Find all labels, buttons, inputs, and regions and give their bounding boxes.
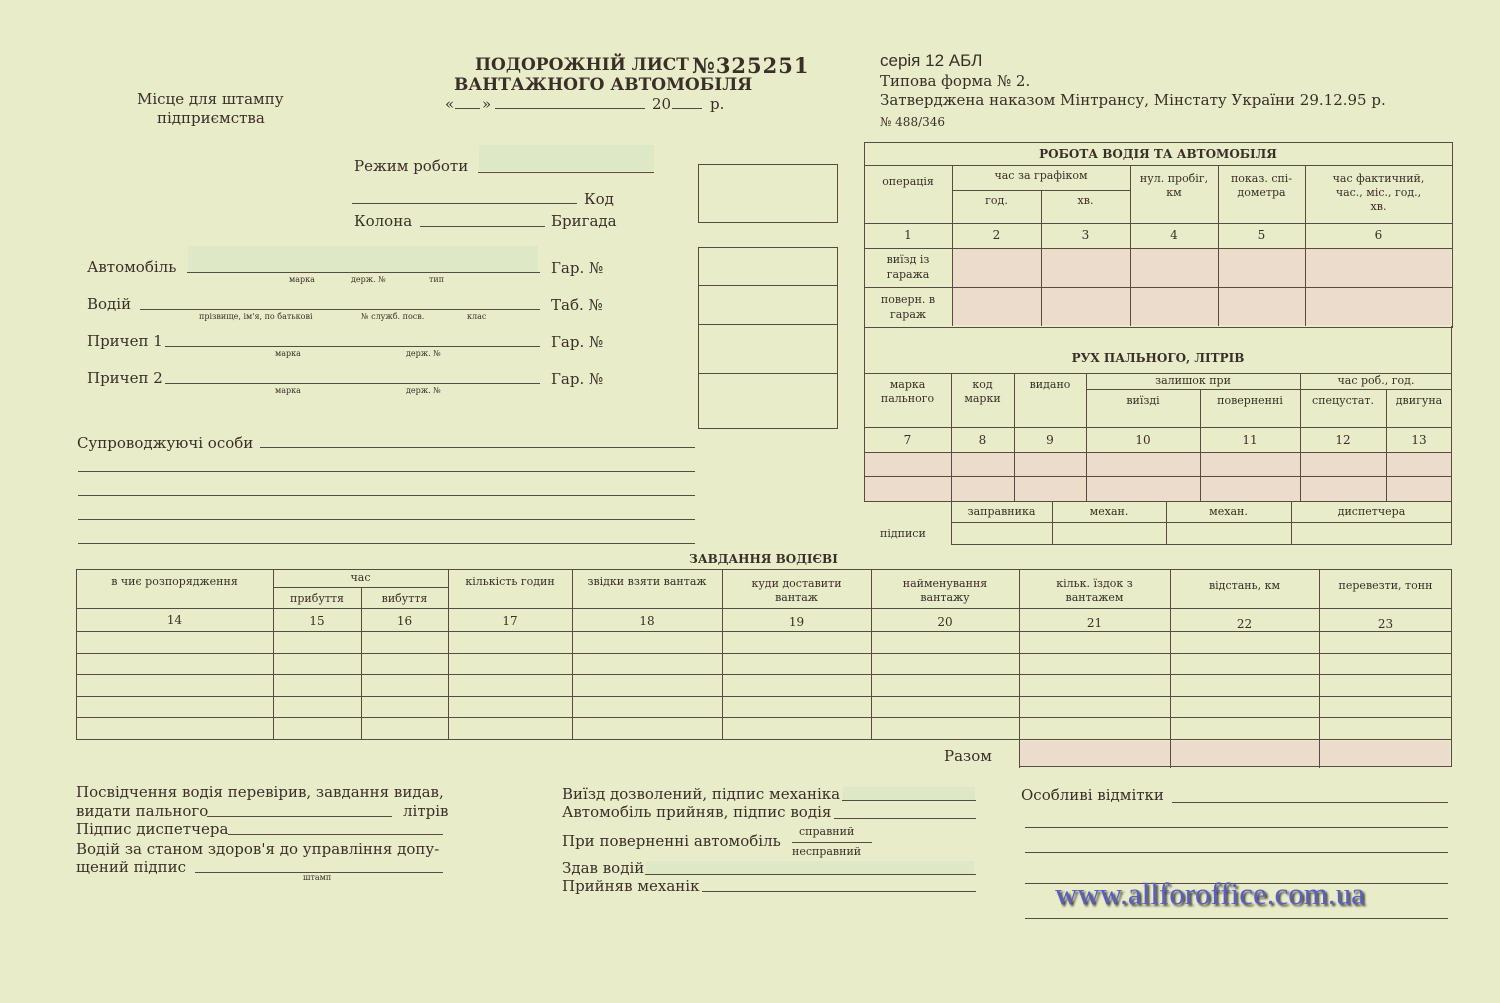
trailer2-field[interactable] xyxy=(165,383,540,384)
work-table-title: РОБОТА ВОДІЯ ТА АВТОМОБІЛЯ xyxy=(1039,147,1277,161)
col-c20-2: вантажу xyxy=(920,591,970,604)
col-zero-run-unit: км xyxy=(1166,186,1182,199)
col-c19: куди доставити xyxy=(751,577,842,590)
condition-faulty[interactable]: несправний xyxy=(792,845,862,858)
sig-refueler-cell[interactable] xyxy=(952,523,1052,544)
task-num-15: 15 xyxy=(309,614,325,628)
form-number: №325251 xyxy=(692,53,810,78)
form-title: ПОДОРОЖНІЙ ЛИСТ xyxy=(475,55,689,75)
col-minutes: хв. xyxy=(1077,194,1094,207)
col-c18: звідки взяти вантаж xyxy=(587,575,707,588)
car-sub-brand: марка xyxy=(289,275,315,284)
driver-label: Водій xyxy=(87,295,132,313)
row-return-label-2: гараж xyxy=(889,308,927,321)
series: серія 12 АБЛ xyxy=(880,51,983,70)
trailer2-sub-plate: держ. № xyxy=(406,386,441,395)
row-departure-label: виїзд із xyxy=(886,253,930,266)
trailer2-sub-brand: марка xyxy=(275,386,301,395)
sig-mechanic-2-cell[interactable] xyxy=(1167,523,1291,544)
col-special: спецустат. xyxy=(1312,394,1374,407)
footer-l1: Посвідчення водія перевірив, завдання видав, xyxy=(76,783,444,801)
trailer1-sub-plate: держ. № xyxy=(406,349,441,358)
accompanying-field-5[interactable] xyxy=(78,543,695,544)
fuel-num-10: 10 xyxy=(1135,433,1151,447)
total-label: Разом xyxy=(944,747,992,765)
accompanying-label: Супроводжуючі особи xyxy=(77,434,254,452)
mechanic-signature-field[interactable] xyxy=(842,800,976,801)
col-hours: год. xyxy=(985,194,1008,207)
col-zero-run: нул. пробіг, xyxy=(1139,172,1209,185)
car-sub-plate: держ. № xyxy=(351,275,386,284)
fuel-num-8: 8 xyxy=(978,433,987,447)
sig-mechanic-1: механ. xyxy=(1089,505,1129,518)
col-remaining-return: поверненні xyxy=(1217,394,1283,407)
task-num-18: 18 xyxy=(639,614,655,628)
driver-sub-class: клас xyxy=(467,312,487,321)
col-c21-2: вантажем xyxy=(1065,591,1124,604)
code-label: Код xyxy=(584,190,614,208)
col-schedule-time: час за графіком xyxy=(994,169,1088,182)
date-year: 20 xyxy=(652,95,672,113)
accompanying-field-1[interactable] xyxy=(260,447,695,448)
footer-l4: Водій за станом здоров'я до управління допу- xyxy=(76,840,440,858)
col-code-2: марки xyxy=(964,392,1001,405)
col-c21: кільк. їздок з xyxy=(1056,577,1133,590)
sig-refueler: заправника xyxy=(967,505,1036,518)
stamp-place-label: Місце для штампу xyxy=(137,90,284,108)
col-actual-time: час фактичний, xyxy=(1332,172,1425,185)
work-mode-field[interactable] xyxy=(478,172,654,173)
fuel-num-7: 7 xyxy=(903,433,912,447)
fuel-num-13: 13 xyxy=(1411,433,1427,447)
footer-l2-liters: літрів xyxy=(403,802,449,820)
footer-m1: Виїзд дозволений, підпис механіка xyxy=(562,785,841,803)
col-remaining: залишок при xyxy=(1155,374,1231,387)
col-c23: перевезти, тонн xyxy=(1338,579,1433,592)
code-field[interactable] xyxy=(352,203,577,204)
approved-text: Затверджена наказом Мінтрансу, Мінстату України 29.12.95 р. xyxy=(880,91,1386,109)
dispatcher-signature-field[interactable] xyxy=(228,834,443,835)
special-notes-field-2[interactable] xyxy=(1025,827,1448,828)
col-actual-time-2: час., міс., год., xyxy=(1335,186,1422,199)
trailer2-garage-label: Гар. № xyxy=(551,370,604,388)
col-depart: вибуття xyxy=(381,592,428,605)
trailer1-sub-brand: марка xyxy=(275,349,301,358)
col-c20: найменування xyxy=(902,577,988,590)
column-label: Колона xyxy=(354,212,413,230)
driver-field[interactable] xyxy=(140,309,540,310)
work-num-3: 3 xyxy=(1081,228,1090,242)
task-num-17: 17 xyxy=(502,614,518,628)
col-c14: в чиє розпорядження xyxy=(111,575,238,588)
fuel-row-2[interactable] xyxy=(865,477,1451,501)
date-year-line[interactable] xyxy=(672,108,702,109)
accompanying-field-3[interactable] xyxy=(78,495,695,496)
row-departure-label-2: гаража xyxy=(886,268,930,281)
col-work-time: час роб., год. xyxy=(1337,374,1415,387)
work-row-return[interactable] xyxy=(953,288,1451,325)
fuel-num-11: 11 xyxy=(1242,433,1258,447)
car-garage-label: Гар. № xyxy=(551,259,604,277)
stamp-sub: штамп xyxy=(303,873,332,882)
col-issued: видано xyxy=(1029,378,1071,391)
work-num-4: 4 xyxy=(1170,228,1178,242)
footer-m4: Здав водій xyxy=(562,859,645,877)
total-row[interactable] xyxy=(1020,741,1450,766)
work-num-6: 6 xyxy=(1374,228,1383,242)
footer-r1: Особливі відмітки xyxy=(1021,786,1164,804)
trailer1-garage-label: Гар. № xyxy=(551,333,604,351)
footer-l2: видати пального xyxy=(76,802,209,820)
col-speedo: показ. спі- xyxy=(1230,172,1293,185)
col-fuel-brand-2: пального xyxy=(880,392,935,405)
col-operation: операція xyxy=(882,175,934,188)
form-type: Типова форма № 2. xyxy=(880,72,1031,90)
task-num-21: 21 xyxy=(1086,616,1103,630)
footer-m3: При поверненні автомобіль xyxy=(562,832,781,850)
col-fuel-brand: марка xyxy=(889,378,926,391)
task-row-4[interactable] xyxy=(77,697,1450,717)
col-speedo-2: дометра xyxy=(1237,186,1286,199)
stamp-place-label-2: підприємства xyxy=(157,109,265,127)
col-time: час xyxy=(350,571,371,584)
sig-dispatcher-cell[interactable] xyxy=(1292,523,1450,544)
car-field[interactable] xyxy=(187,272,540,273)
task-num-23: 23 xyxy=(1377,617,1394,631)
col-c17: кількість годин xyxy=(465,575,555,588)
date-month-line[interactable] xyxy=(495,108,645,109)
special-notes-field-3[interactable] xyxy=(1025,852,1448,853)
col-c22: відстань, км xyxy=(1208,579,1281,592)
driver-sub-name: прізвище, ім'я, по батькові xyxy=(199,312,313,321)
task-table-title: ЗАВДАННЯ ВОДІЄВІ xyxy=(689,552,838,566)
row-return-label: поверн. в xyxy=(880,293,936,306)
fuel-num-9: 9 xyxy=(1046,433,1054,447)
col-c19-2: вантаж xyxy=(775,591,818,604)
mechanic-accept-field[interactable] xyxy=(702,891,976,892)
sig-dispatcher: диспетчера xyxy=(1337,505,1406,518)
fuel-table-title: РУХ ПАЛЬНОГО, ЛІТРІВ xyxy=(1071,351,1245,365)
form-subtitle: ВАНТАЖНОГО АВТОМОБІЛЯ xyxy=(454,75,753,95)
trailer1-label: Причеп 1 xyxy=(87,332,163,350)
special-notes-field-1[interactable] xyxy=(1172,802,1448,803)
work-mode-label: Режим роботи xyxy=(354,157,469,175)
driver-handover-field[interactable] xyxy=(645,874,976,875)
task-num-16: 16 xyxy=(396,614,413,628)
work-row-departure[interactable] xyxy=(953,249,1451,287)
task-num-20: 20 xyxy=(937,615,953,629)
fuel-num-12: 12 xyxy=(1335,433,1351,447)
task-num-19: 19 xyxy=(788,615,805,629)
date-open: « xyxy=(445,95,455,113)
stamp-box-grid[interactable] xyxy=(698,247,838,429)
condition-ok[interactable]: справний xyxy=(799,825,855,838)
car-sub-type: тип xyxy=(429,275,445,284)
date-close: » xyxy=(482,95,492,113)
date-day-line[interactable] xyxy=(455,108,480,109)
accompanying-field-4[interactable] xyxy=(78,519,695,520)
col-engine: двигуна xyxy=(1395,394,1443,407)
special-notes-field-5[interactable] xyxy=(1025,918,1448,919)
trailer1-field[interactable] xyxy=(165,346,540,347)
task-row-1[interactable] xyxy=(77,632,1450,653)
car-label: Автомобіль xyxy=(87,258,177,276)
order-number: № 488/346 xyxy=(880,115,946,129)
task-num-22: 22 xyxy=(1236,617,1253,631)
signatures-label: підписи xyxy=(880,527,926,540)
driver-sub-id: № служб. посв. xyxy=(361,312,425,321)
task-row-2[interactable] xyxy=(77,654,1450,674)
brigade-label: Бригада xyxy=(551,212,617,230)
col-code: код xyxy=(972,378,993,391)
footer-l5: щений підпис xyxy=(76,858,187,876)
footer-m2: Автомобіль прийняв, підпис водія xyxy=(562,803,832,821)
col-arrival: прибуття xyxy=(290,592,344,605)
date-suffix: р. xyxy=(710,95,725,113)
col-remaining-departure: виїзді xyxy=(1126,394,1160,407)
trailer2-label: Причеп 2 xyxy=(87,369,163,387)
fuel-issue-field[interactable] xyxy=(207,816,392,817)
footer-l3: Підпис диспетчера xyxy=(76,820,229,838)
task-row-5[interactable] xyxy=(77,718,1450,738)
accompanying-field-2[interactable] xyxy=(78,471,695,472)
watermark: www.allforoffice.com.ua xyxy=(1055,876,1365,911)
sig-mechanic-1-cell[interactable] xyxy=(1053,523,1166,544)
work-num-1: 1 xyxy=(904,228,912,242)
work-num-2: 2 xyxy=(992,228,1001,242)
col-actual-time-3: хв. xyxy=(1370,200,1387,213)
sig-mechanic-2: механ. xyxy=(1209,505,1248,518)
column-field[interactable] xyxy=(420,226,545,227)
driver-signature-field[interactable] xyxy=(834,818,976,819)
task-num-14: 14 xyxy=(166,613,183,627)
tab-no-label: Таб. № xyxy=(551,296,603,314)
stamp-box-top[interactable] xyxy=(698,164,838,223)
work-num-5: 5 xyxy=(1257,228,1266,242)
footer-m5: Прийняв механік xyxy=(562,877,700,895)
task-row-3[interactable] xyxy=(77,675,1450,696)
fuel-row-1[interactable] xyxy=(865,453,1451,476)
